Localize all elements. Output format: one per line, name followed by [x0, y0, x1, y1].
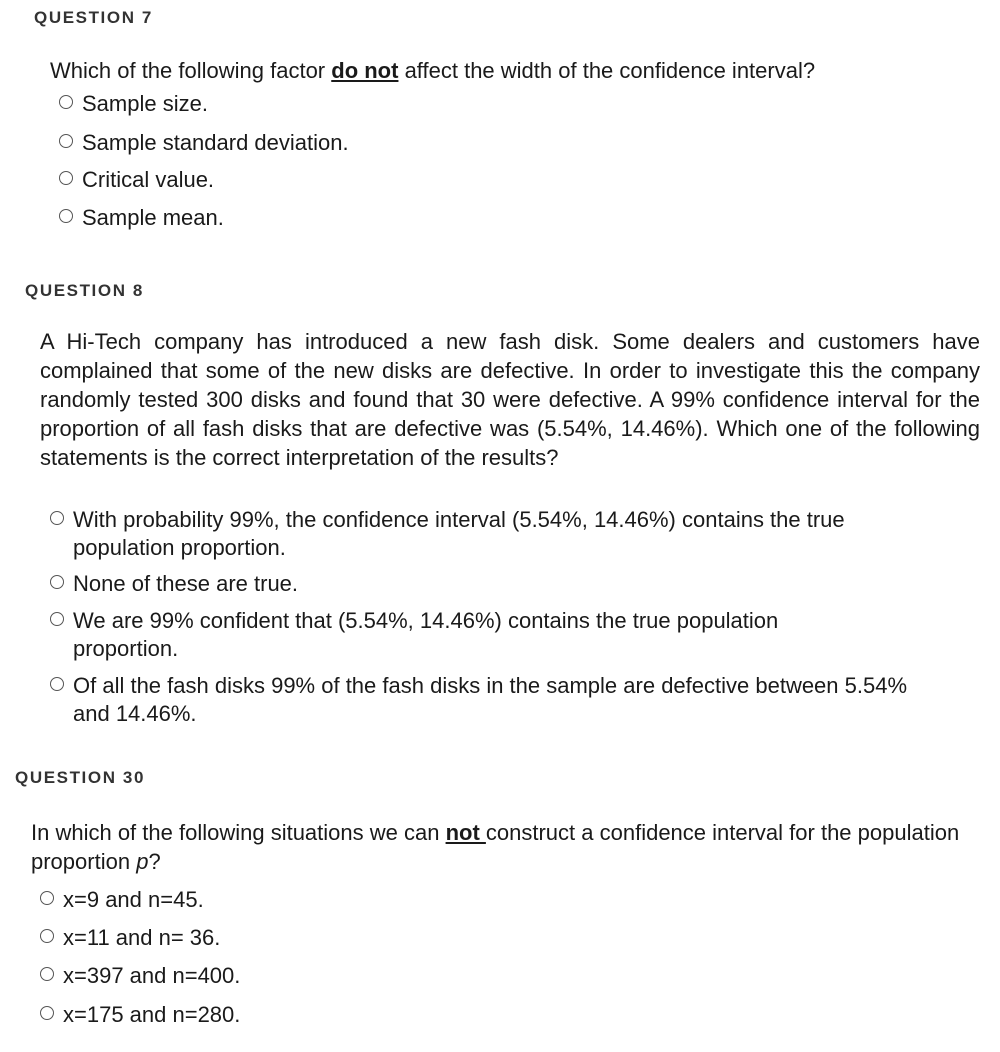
radio-button-icon[interactable] — [59, 171, 73, 185]
question-8-stem: A Hi-Tech company has introduced a new fash disk. Some dealers and customers have complained that some of the new disks are defective. In order to investigate this the company randomly tested 300 disks and found that 30 were defective. A 99% confidence interval for the proportion of all fash disks that are defective was (5.54%, 14.46%). Which one of the following statements is the correct interpretation of the results? — [40, 329, 980, 470]
emphasis-do-not: do not — [331, 58, 399, 83]
q8-option-4[interactable]: Of all the fash disks 99% of the fash disks in the sample are defective between 5.54% and 14.46%. — [50, 672, 930, 728]
radio-button-icon[interactable] — [40, 967, 54, 981]
question-8-label: QUESTION 8 — [25, 281, 144, 300]
q7-option-1[interactable]: Sample size. — [59, 90, 208, 118]
q8-option-3[interactable]: We are 99% confident that (5.54%, 14.46%) contains the true population proportion. — [50, 607, 880, 663]
question-7-stem: Which of the following factor do not affect the width of the confidence interval? — [50, 58, 816, 83]
q7-option-2[interactable]: Sample standard deviation. — [59, 129, 349, 157]
radio-button-icon[interactable] — [40, 891, 54, 905]
q7-option-3[interactable]: Critical value. — [59, 166, 214, 194]
q30-option-1[interactable]: x=9 and n=45. — [40, 886, 204, 914]
emphasis-not: not — [445, 820, 486, 845]
q7-option-4[interactable]: Sample mean. — [59, 204, 224, 232]
question-7-label: QUESTION 7 — [34, 8, 153, 27]
question-30-stem: In which of the following situations we can not construct a confidence interval for the population proportion p? — [31, 820, 960, 874]
q30-option-3[interactable]: x=397 and n=400. — [40, 962, 240, 990]
radio-button-icon[interactable] — [50, 677, 64, 691]
radio-button-icon[interactable] — [40, 929, 54, 943]
q30-option-2[interactable]: x=11 and n= 36. — [40, 924, 220, 952]
q8-option-2[interactable]: None of these are true. — [50, 570, 298, 598]
question-30-label: QUESTION 30 — [15, 768, 146, 787]
radio-button-icon[interactable] — [50, 612, 64, 626]
radio-button-icon[interactable] — [50, 511, 64, 525]
q8-option-1[interactable]: With probability 99%, the confidence interval (5.54%, 14.46%) contains the true population proportion. — [50, 506, 940, 562]
radio-button-icon[interactable] — [40, 1006, 54, 1020]
radio-button-icon[interactable] — [59, 134, 73, 148]
radio-button-icon[interactable] — [59, 95, 73, 109]
q30-option-4[interactable]: x=175 and n=280. — [40, 1001, 240, 1029]
radio-button-icon[interactable] — [50, 575, 64, 589]
radio-button-icon[interactable] — [59, 209, 73, 223]
